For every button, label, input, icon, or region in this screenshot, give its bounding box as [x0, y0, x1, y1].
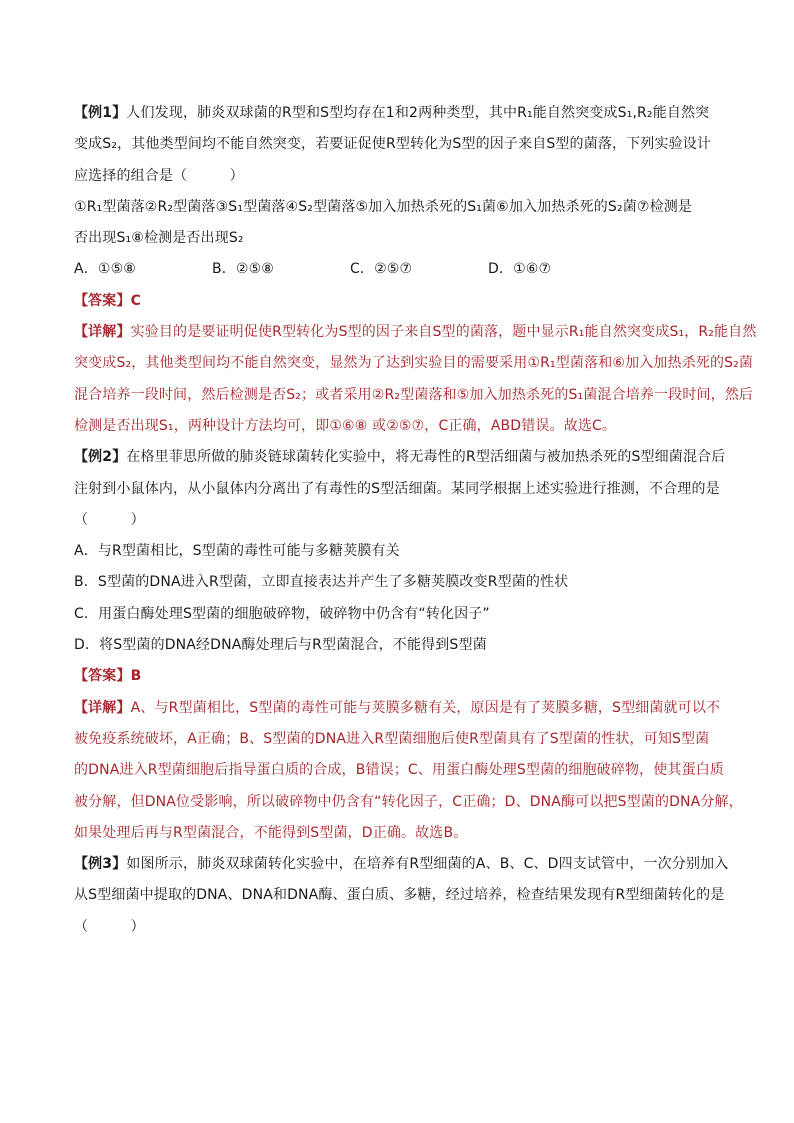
ex3-stem-line: （ ） — [74, 918, 145, 935]
ex2-detail-line: 如果处理后再与R型菌混合，不能得到S型菌，D正确。故选B。 — [74, 824, 468, 841]
ex1-option-a: A．①⑤⑧ — [74, 261, 136, 278]
ex1-stem-line: 【例1】人们发现，肺炎双球菌的R型和S型均存在1和2两种类型，其中R₁能自然突变成S₁,R₂能自然突 — [74, 105, 710, 121]
example-3 — [74, 849, 734, 943]
ex2-stem-line: 【例2】在格里菲思所做的肺炎链球菌转化实验中，将无毒性的R型活细菌与被加热杀死的S型细菌混合后 — [74, 449, 726, 466]
ex2-answer: 【答案】B — [74, 668, 142, 685]
ex1-option-d: D．①⑥⑦ — [488, 261, 552, 278]
ex1-stem-line: ①R₁型菌落②R₂型菌落③S₁型菌落④S₂型菌落⑤加入加热杀死的S₁菌⑥加入加热杀死的S₂菌⑦检测是 — [74, 198, 693, 215]
ex2-stem-line: （ ） — [74, 511, 145, 528]
ex2-detail-line: 被分解，但DNA位受影响，所以破碎物中仍含有“转化因子，C正确；D、DNA酶可以把S型菌的DNA分解， — [74, 793, 743, 810]
section-label: 【详解】 — [74, 324, 131, 341]
ex3-stem-line: 从S型细菌中提取的DNA、DNA和DNA酶、蛋白质、多糖，经过培养，检查结果发现有R型细菌转化的是 — [74, 887, 725, 904]
document-page — [74, 98, 757, 943]
section-label: 【例3】 — [74, 856, 127, 873]
ex1-option-b: B．②⑤⑧ — [212, 261, 275, 278]
section-label: 【例1】 — [74, 105, 127, 121]
ex2-option-d: D．将S型菌的DNA经DNA酶处理后与R型菌混合，不能得到S型菌 — [74, 637, 487, 654]
ex1-detail-line: 检测是否出现S₁，两种设计方法均可，即①⑥⑧ 或②⑤⑦，C正确，ABD错误。故选C。 — [74, 417, 617, 434]
ex2-detail-line: 被免疫系统破坏，A正确；B、S型菌的DNA进入R型菌细胞后使R型菌具有了S型菌的性状，可知S型菌 — [74, 730, 710, 747]
section-label: 【答案】 — [74, 668, 131, 685]
ex1-detail-line: 【详解】实验目的是要证明促使R型转化为S型的因子来自S型的菌落，题中显示R₁能自然突变成S₁，R₂能自然 — [74, 324, 757, 341]
ex2-option-c: C．用蛋白酶处理S型菌的细胞破碎物，破碎物中仍含有“转化因子” — [74, 605, 490, 622]
ex2-detail-line: 的DNA进入R型菌细胞后指导蛋白质的合成，B错误；C、用蛋白酶处理S型菌的细胞破碎物，使其蛋白质 — [74, 762, 725, 779]
ex1-detail-line: 混合培养一段时间，然后检测是否S₂；或者采用②R₂型菌落和⑤加入加热杀死的S₁菌混合培养一段时间，然后 — [74, 386, 754, 403]
ex3-stem-line: 【例3】如图所示，肺炎双球菌转化实验中，在培养有R型细菌的A、B、C、D四支试管中，一次分别加入 — [74, 856, 729, 873]
ex1-answer: 【答案】C — [74, 292, 142, 309]
ex1-detail-line: 突变成S₂，其他类型间均不能自然突变，显然为了达到实验目的需要采用①R₁型菌落和⑥加入加热杀死的S₂菌 — [74, 355, 754, 372]
ex1-option-c: C．②⑤⑦ — [350, 261, 413, 278]
ex2-stem-line: 注射到小鼠体内，从小鼠体内分离出了有毒性的S型活细菌。某同学根据上述实验进行推测，不合理的是 — [74, 480, 720, 497]
section-label: 【答案】 — [74, 292, 131, 309]
example-1 — [74, 98, 757, 442]
example-2 — [74, 442, 743, 849]
section-label: 【详解】 — [74, 699, 131, 716]
ex1-stem-line: 应选择的组合是（ ） — [74, 167, 244, 184]
ex1-stem-line: 否出现S₁⑧检测是否出现S₂ — [74, 230, 244, 247]
ex1-options — [74, 254, 734, 285]
ex2-detail-line: 【详解】A、与R型菌相比，S型菌的毒性可能与荚膜多糖有关，原因是有了荚膜多糖，S型细菌就可以不 — [74, 699, 721, 716]
ex1-stem-line: 变成S₂，其他类型间均不能自然突变，若要证促使R型转化为S型的因子来自S型的菌落，下列实验设计 — [74, 136, 712, 153]
ex2-option-a: A．与R型菌相比，S型菌的毒性可能与多糖荚膜有关 — [74, 543, 400, 560]
section-label: 【例2】 — [74, 449, 127, 466]
ex2-option-b: B．S型菌的DNA进入R型菌，立即直接表达并产生了多糖荚膜改变R型菌的性状 — [74, 574, 569, 591]
